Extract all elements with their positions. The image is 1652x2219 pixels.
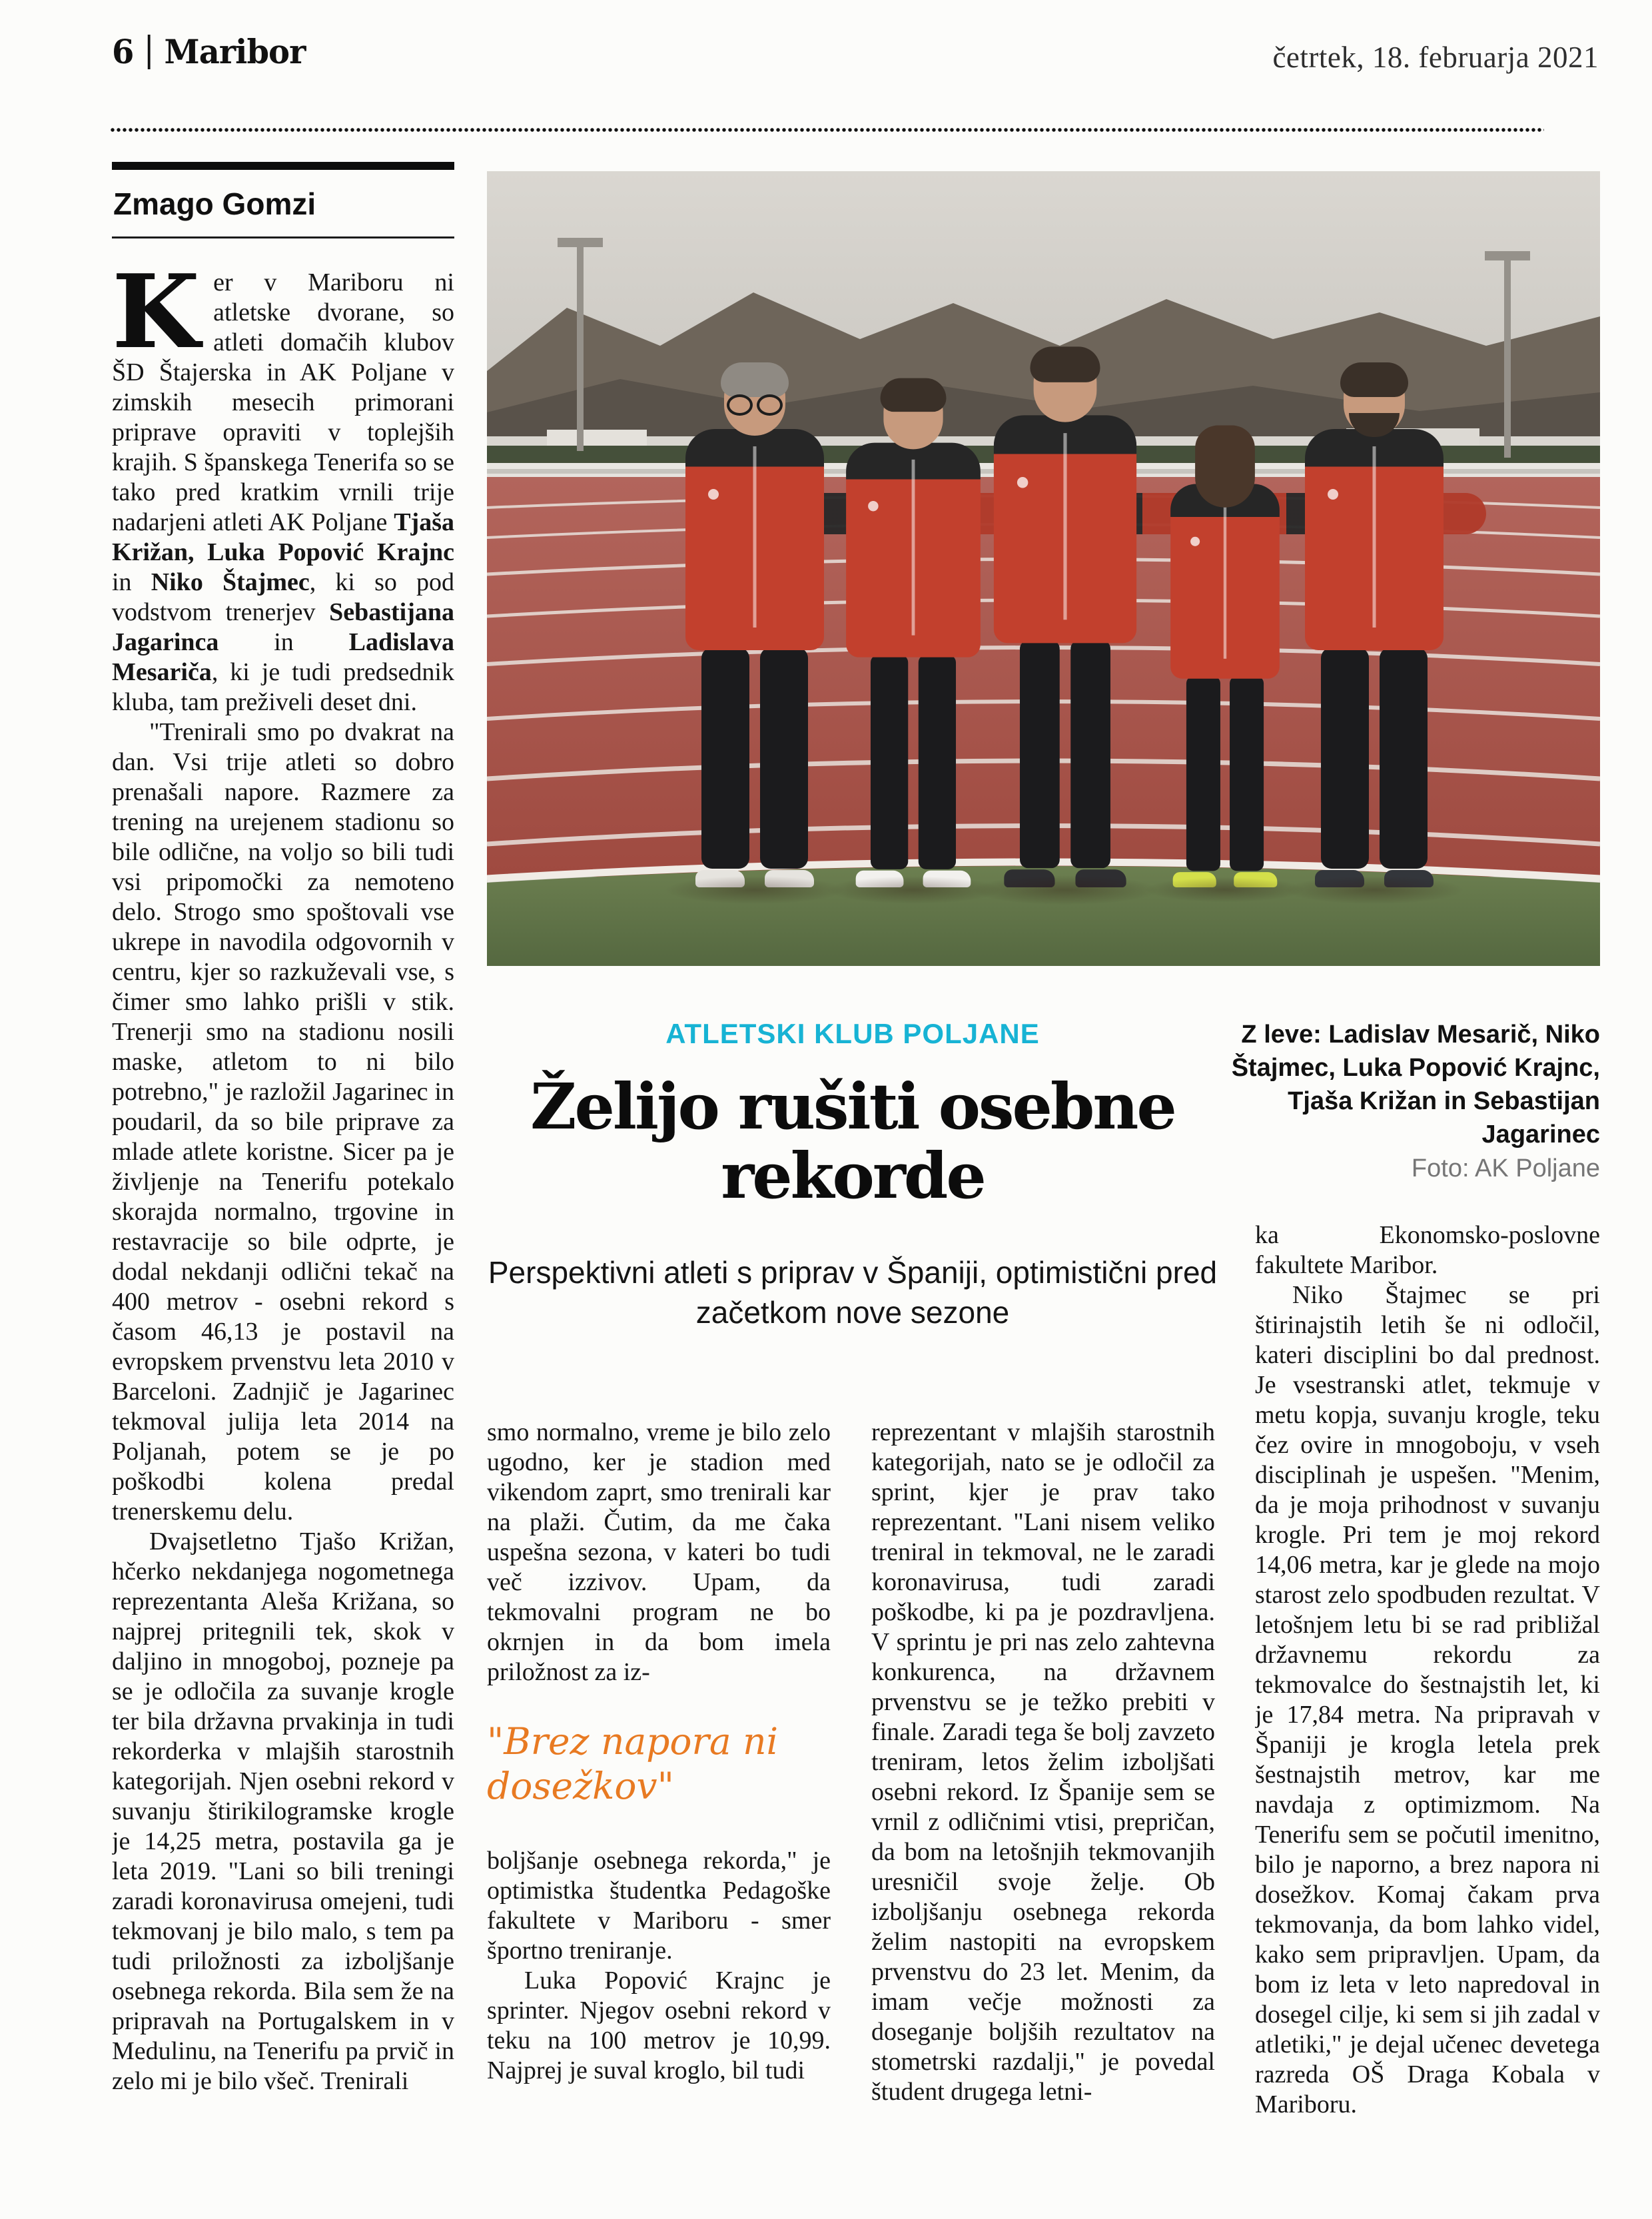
athlete-hair bbox=[1030, 346, 1100, 382]
paragraph: Dvajsetletno Tjašo Križan, hčerko nekdanjega nogometnega reprezentanta Aleša Križana, so najprej pritegnili tek, skok v daljino in mnogoboj, pozneje pa se je odločila za suvanje krogle ter bila državna prvakinja in tudi rekorderka v mlajših starostnih kategorijah. Njen osebni rekord v suvanju štirikilogramske krogle je 14,25 metra, postavila ga je leta 2019. "Lani so bili treningi zaradi koronavirusa omejeni, tudi tekmovanj je bilo malo, s tem pa tudi priložnosti za izboljšanje osebnega rekorda. Bila sem že na pripravah na Portugalskem in v Medulinu, na Tenerifu pa prvič in zelo mi je bilo všeč. Trenirali bbox=[112, 1528, 454, 2095]
paragraph: ka Ekonomsko-poslovne fakultete Maribor. bbox=[1255, 1221, 1600, 1279]
section-title: Maribor bbox=[164, 32, 306, 71]
masthead bbox=[112, 32, 305, 71]
paragraph: "Trenirali smo po dvakrat na dan. Vsi trije atleti so dobro prenašali napore. Razmere za trening na urejenem stadionu so bile odlične, na voljo so bili tudi vsi pripomočki za nemoteno delo. Strogo smo spoštovali vse ukrepe in navodila odgovornih v centru, kjer so razkuževali vse, s čimer smo lahko prišli v stik. Trenerji smo na stadionu nosili maske, atletom to ni bilo potrebno," je razložil Jagarinec in poudaril, da so bile priprave za mlade atlete koristne. Sicer pa je življenje na Tenerifu potekalo skorajda normalno, trgovine in restavracije so bile odprte, je dodal nekdanji odlični tekač na 400 metrov - osebni rekord s časom 46,13 je postavil na evropskem prvenstvu leta 2010 v Barceloni. Zadnjič je Jagarinec tekmoval julija leta 2014 na Poljanah, potem se je po poškodbi kolena predal trenerskemu delu. bbox=[112, 718, 454, 1526]
article-column-4 bbox=[1255, 1220, 1600, 2173]
athlete-hair bbox=[881, 378, 947, 412]
athlete-shoes bbox=[1173, 872, 1278, 887]
byline-bottom-rule bbox=[112, 236, 454, 238]
athlete-hair bbox=[1195, 426, 1255, 508]
author-name: Zmago Gomzi bbox=[113, 187, 316, 221]
kicker: ATLETSKI KLUB POLJANE bbox=[665, 1018, 1040, 1049]
article-column-1 bbox=[112, 268, 454, 2120]
drop-cap: K bbox=[112, 268, 201, 371]
athlete-figure-popovic-krajnc bbox=[983, 351, 1147, 887]
athlete-hair bbox=[1340, 362, 1408, 397]
athlete-figure-krizan bbox=[1154, 429, 1295, 887]
athlete-hair bbox=[721, 362, 789, 397]
paragraph: smo normalno, vreme je bilo zelo ugodno, ker je stadion med vikendom zaprt, smo trenirali kar na plaži. Čutim, da me čaka uspešna sezona, v kateri bo tudi več izzivov. Upam, da tekmovalni program ne bo okrnjen in da bom imela priložnost za iz- bbox=[487, 1418, 831, 1686]
headline: Želijo rušiti osebne rekorde bbox=[530, 1070, 1175, 1213]
paragraph: reprezentant v mlajših starostnih kategorijah, nato se je odločil za sprint, kjer je prav tako reprezentant. "Lani nisem veliko treniral in tekmoval, ne le zaradi koronavirusa, tudi zaradi poškodbe, ki pa je pozdravljena. V sprintu je pri nas zelo zahtevna konkurenca, na državnem prvenstvu se je težko prebiti v finale. Zaradi tega še bolj zavzeto treniram, letos želim izboljšati osebni rekord. Iz Španije sem se vrnil z odličnimi vtisi, prepričan, da bom na letošnjih tekmovanjih uresničil svoje želje. Ob izboljšanju osebnega rekorda želim nastopiti na evropskem prvenstvu do 23 let. Menim, da imam večje možnosti za doseganje boljših rezultatov na stometrski razdalji," je povedal študent drugega letni- bbox=[871, 1418, 1215, 2106]
paragraph bbox=[112, 268, 454, 717]
article-photo bbox=[487, 171, 1600, 966]
byline-top-bar bbox=[112, 162, 454, 170]
athlete-legs bbox=[1020, 640, 1110, 868]
paragraph: boljšanje osebnega rekorda," je optimistka študentka Pedagoške fakultete v Mariboru - smer športno treniranje. bbox=[487, 1847, 831, 1965]
athlete-legs bbox=[701, 648, 808, 869]
athlete-jacket bbox=[685, 429, 824, 650]
paragraph: Luka Popović Krajnc je sprinter. Njegov osebni rekord v teku na 100 metrov je 10,99. Najprej je suval kroglo, bil tudi bbox=[487, 1967, 831, 2084]
athlete-shoes bbox=[856, 871, 971, 887]
headline-block bbox=[476, 1018, 1229, 1332]
issue-date: četrtek, 18. februarja 2021 bbox=[1272, 41, 1599, 74]
photo-caption bbox=[1219, 1018, 1600, 1186]
athlete-legs bbox=[871, 655, 956, 869]
masthead-divider bbox=[148, 35, 151, 69]
page-number: 6 bbox=[112, 32, 134, 71]
paragraph-text: er v Mariboru ni atletske dvorane, so atleti domačih klubov ŠD Štajerska in AK Poljane v zimskih mesecih primorani priprave opraviti v toplejših krajih. S španskega Tenerifa so se tako pred kratkim vrnili trije nadarjeni atleti AK Poljane Tjaša Križan, Luka Popović Krajnc in Niko Štajmec, ki so pod vodstvom trenerjev Sebastijana Jagarinca in Ladislava Mesariča, ki je tudi predsednik kluba, tam preživeli deset dni. bbox=[112, 268, 454, 716]
athlete-jacket bbox=[1305, 429, 1444, 650]
athlete-head bbox=[724, 366, 785, 436]
athlete-legs bbox=[1321, 648, 1428, 869]
athlete-jacket bbox=[994, 415, 1136, 643]
dotted-rule bbox=[110, 127, 1544, 133]
caption-text: Z leve: Ladislav Mesarič, Niko Štajmec, Luka Popović Krajnc, Tjaša Križan in Sebastijan Jagarinec bbox=[1231, 1021, 1600, 1148]
athlete-jacket bbox=[846, 443, 981, 658]
athlete-shoes bbox=[1004, 869, 1126, 887]
subhead: Perspektivni atleti s priprav v Španiji, optimistični pred začetkom nove sezone bbox=[488, 1255, 1218, 1330]
athlete-shoes bbox=[695, 870, 814, 887]
photo-credit: Foto: AK Poljane bbox=[1411, 1154, 1600, 1182]
athlete-figure-stajmec bbox=[836, 382, 991, 887]
athlete-head bbox=[1198, 429, 1252, 490]
athlete-head bbox=[1034, 351, 1097, 422]
byline-block bbox=[112, 162, 454, 238]
article-column-3 bbox=[871, 1418, 1215, 2177]
athlete-shoes bbox=[1315, 870, 1434, 887]
athlete-legs bbox=[1186, 676, 1264, 871]
athlete-figure-mesaric bbox=[675, 366, 835, 887]
paragraph: Niko Štajmec se pri štirinajstih letih še ni odločil, kateri disciplini bo dal prednost. Je vsestranski atlet, tekmuje v metu kopja, suvanju krogle, teku čez ovire in mnogoboju, v vseh disciplinah je uspešen. "Menim, da je moja prihodnost v suvanju krogle. Pri tem je moj rekord 14,06 metra, kar je glede na mojo starost zelo spodbuden rezultat. V letošnjem letu bi se rad približal državnemu rekordu za tekmovalce do šestnajstih let, ki je 17,84 metra. Na pripravah v Španiji je krogla letela prek šestnajstih metrov, kar me navdaja z optimizmom. Na Tenerifu sem se počutil imenitno, bilo je naporno, a brez napora ni dosežkov. Komaj čakam prva tekmovanja, da bom lahko videl, kako sem pripravljen. Upam, da bom iz leta v leto napredoval in dosegel cilje, ki sem si jih zadal v atletiki," je dejal učenec devetega razreda OŠ Draga Kobala v Mariboru. bbox=[1255, 1281, 1600, 2118]
pull-quote: "Brez napora ni dosežkov" bbox=[487, 1720, 779, 1807]
athlete-figure-jagarinec bbox=[1294, 366, 1454, 887]
athlete-head bbox=[883, 382, 943, 449]
glasses bbox=[727, 394, 783, 416]
athlete-jacket bbox=[1170, 484, 1280, 679]
athlete-head bbox=[1344, 366, 1405, 436]
article-column-2 bbox=[487, 1418, 831, 2177]
